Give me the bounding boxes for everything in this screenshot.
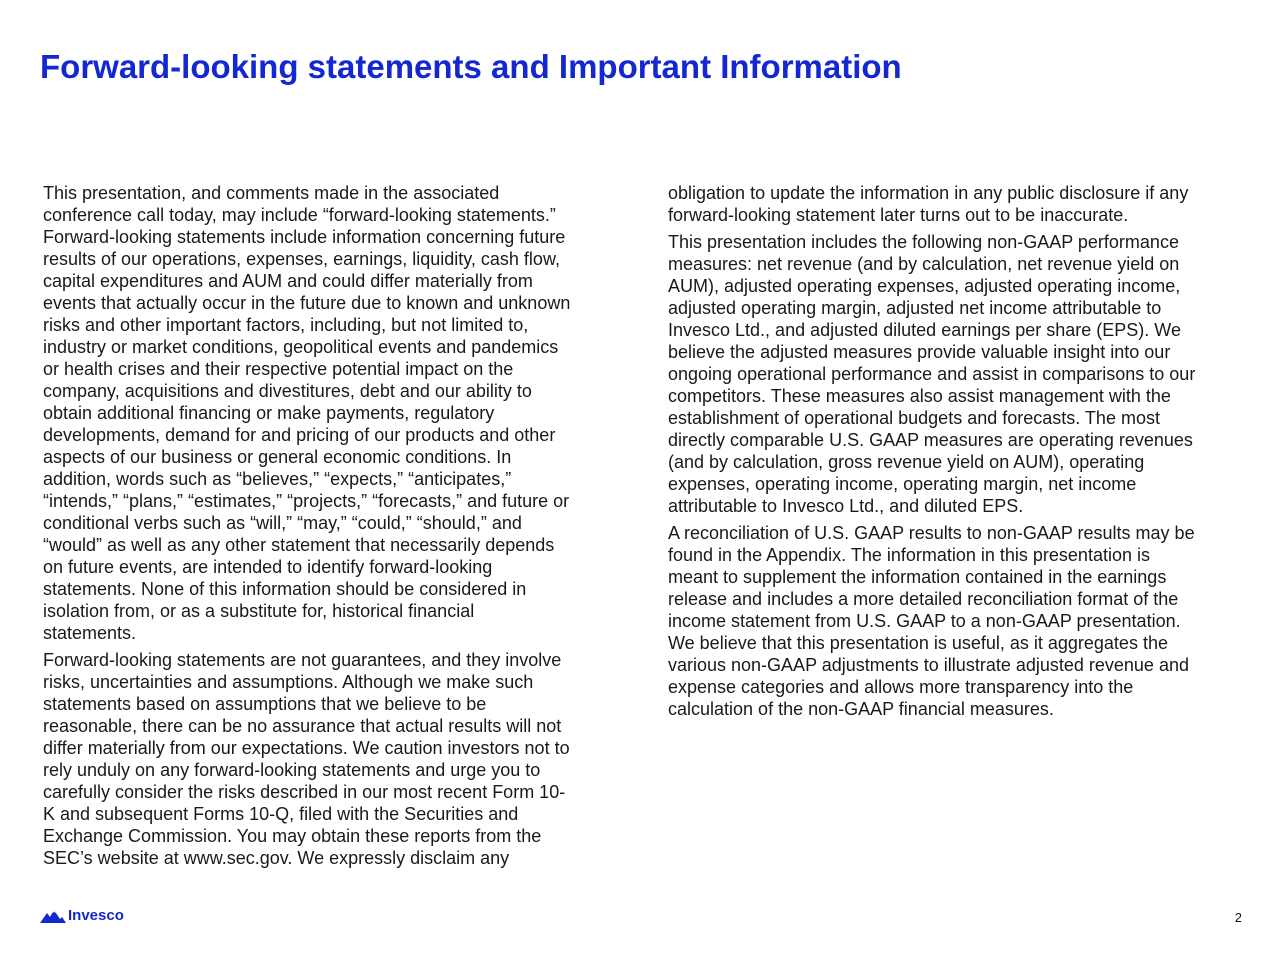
slide-title: Forward-looking statements and Important Information (40, 48, 902, 85)
left-text-column (43, 182, 621, 874)
invesco-logo (40, 906, 124, 924)
right-text-column (668, 182, 1248, 725)
page-number: 2 (1234, 910, 1242, 925)
paragraph-obligation-continued: obligation to update the information in any public disclosure if any forward-looking statement later turns out to be inaccurate. (668, 183, 1189, 225)
paragraph-non-gaap-measures: This presentation includes the following non-GAAP performance measures: net revenue (and by calculation, net revenue yield on AUM), adjusted operating expenses, adjusted operating income, adjusted operating margin, adjusted net income attributable to Invesco Ltd., and adjusted diluted earnings per share (EPS). We believe the adjusted measures provide valuable insight into our ongoing operational performance and assist in comparisons to our competitors. These measures also assist management with the establishment of operational budgets and forecasts. The most directly comparable U.S. GAAP measures are operating revenues (and by calculation, gross revenue yield on AUM), operating expenses, operating income, operating margin, net income attributable to Invesco Ltd., and diluted EPS. (668, 232, 1196, 516)
logo-text: Invesco (68, 906, 124, 924)
mountain-logo-icon (40, 907, 66, 923)
paragraph-forward-looking-intro: This presentation, and comments made in the associated conference call today, may include “forward-looking statements.” Forward-looking statements include information concerning future results of our operations, expenses, earnings, liquidity, cash flow, capital expenditures and AUM and could differ materially from events that actually occur in the future due to known and unknown risks and other important factors, including, but not limited to, industry or market conditions, geopolitical events and pandemics or health crises and their respective potential impact on the company, acquisitions and divestitures, debt and our ability to obtain additional financing or make payments, regulatory developments, demand for and pricing of our products and other aspects of our business or general economic conditions. In addition, words such as “believes,” “expects,” “anticipates,” “intends,” “plans,” “estimates,” “projects,” “forecasts,” and future or conditional verbs such as “will,” “may,” “could,” “should,” and “would” as well as any other statement that necessarily depends on future events, are intended to identify forward-looking statements. None of this information should be considered in isolation from, or as a substitute for, historical financial statements. (43, 183, 571, 643)
paragraph-reconciliation: A reconciliation of U.S. GAAP results to non-GAAP results may be found in the Appendix. The information in this presentation is meant to supplement the information contained in the earnings release and includes a more detailed reconciliation format of the income statement from U.S. GAAP to a non-GAAP presentation. We believe that this presentation is useful, as it aggregates the various non-GAAP adjustments to illustrate adjusted revenue and expense categories and allows more transparency into the calculation of the non-GAAP financial measures. (668, 523, 1195, 719)
paragraph-no-guarantees: Forward-looking statements are not guarantees, and they involve risks, uncertainties and assumptions. Although we make such statements based on assumptions that we believe to be reasonable, there can be no assurance that actual results will not differ materially from our expectations. We caution investors not to rely unduly on any forward-looking statements and urge you to carefully consider the risks described in our most recent Form 10- K and subsequent Forms 10-Q, filed with the Securities and Exchange Commission. You may obtain these reports from the SEC’s website at www.sec.gov. We expressly disclaim any (43, 650, 570, 868)
